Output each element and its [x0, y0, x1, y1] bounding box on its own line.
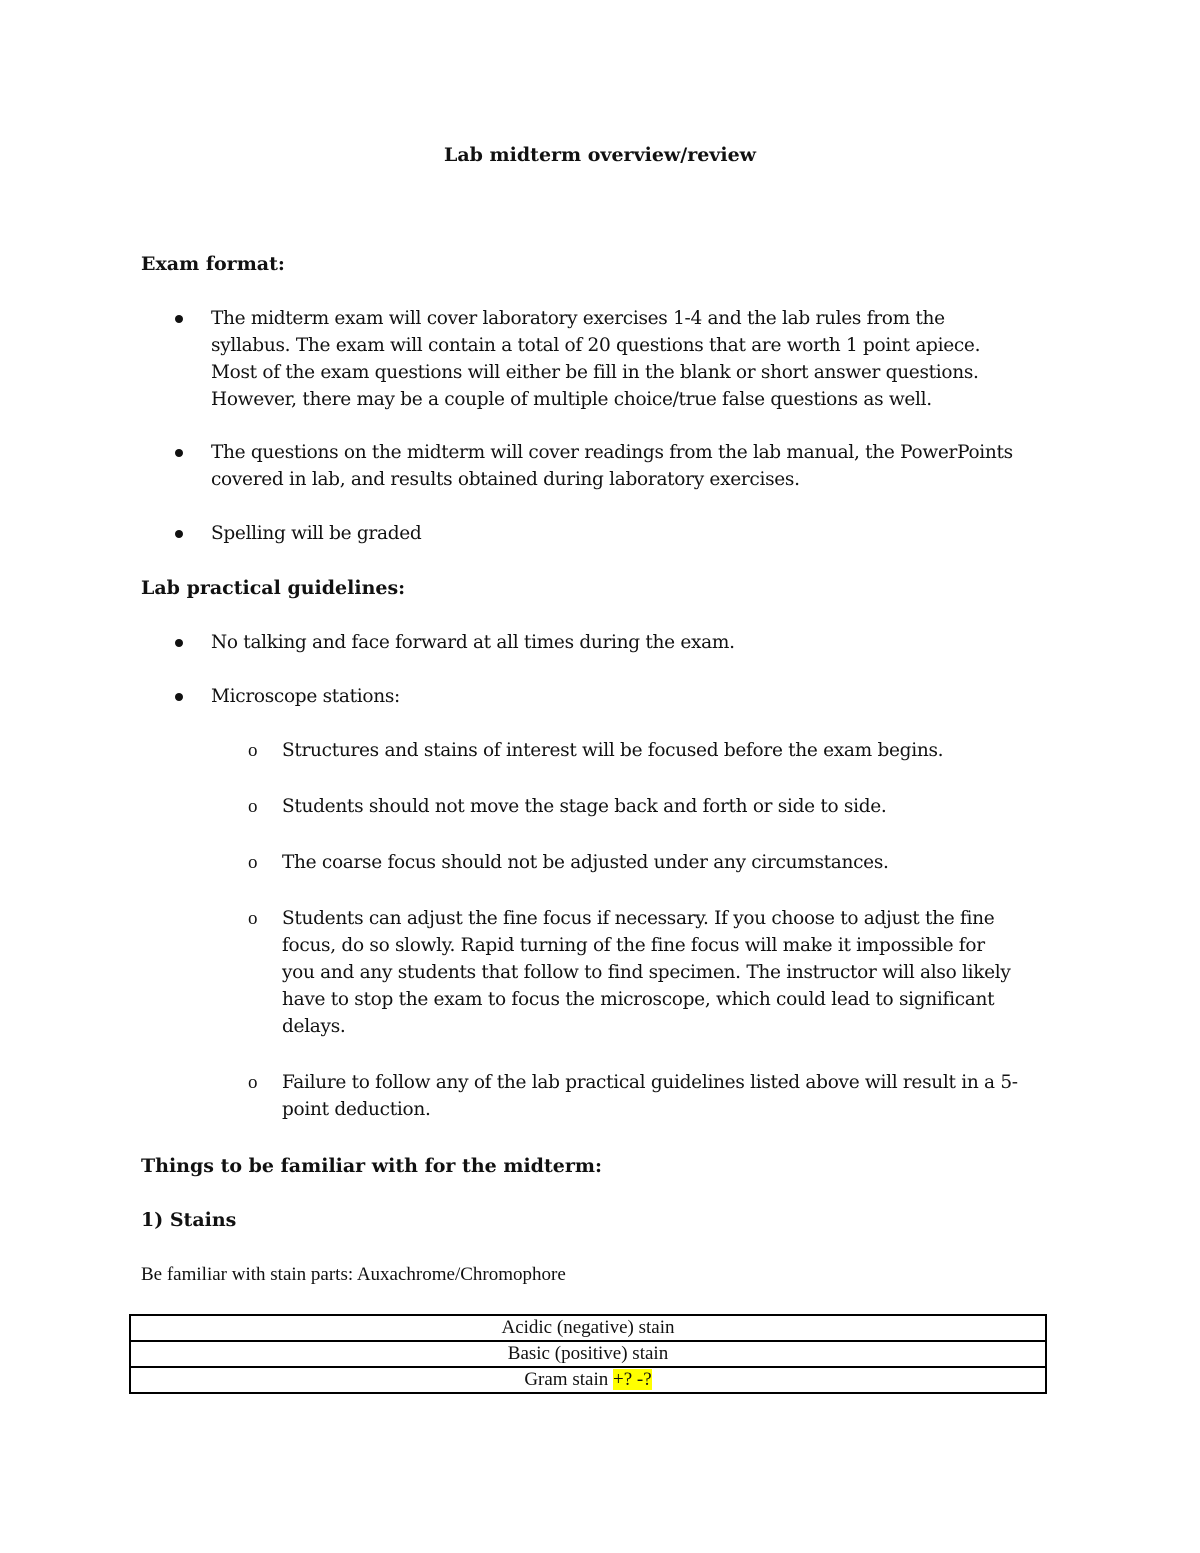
text-line: point deduction.	[282, 1099, 431, 1120]
lab-practical-bullet-1: No talking and face forward at all times during the exam.	[211, 632, 735, 653]
exam-format-bullet-3	[211, 520, 1071, 547]
text-line: Spelling will be graded	[211, 523, 422, 544]
table-cell	[130, 1341, 1046, 1367]
familiar-heading: Things to be familiar with for the midterm:	[141, 1155, 602, 1177]
table-cell	[130, 1367, 1046, 1393]
text-line: focus, do so slowly. Rapid turning of the fine focus will make it impossible for	[282, 935, 985, 956]
lab-practical-bullet-2: Microscope stations:	[211, 686, 400, 707]
bullet-icon	[175, 693, 183, 701]
text-line: The coarse focus should not be adjusted under any circumstances.	[282, 852, 889, 873]
text-line: syllabus. The exam will contain a total of 20 questions that are worth 1 point apiece.	[211, 335, 981, 356]
sub-item-5	[282, 1069, 1018, 1123]
cell-text: Basic (positive) stain	[507, 1343, 669, 1364]
cell-text: Acidic (negative) stain	[501, 1317, 675, 1338]
text-line: have to stop the exam to focus the microscope, which could lead to significant	[282, 989, 995, 1010]
text-line: covered in lab, and results obtained during laboratory exercises.	[211, 469, 800, 490]
table-row	[130, 1367, 1046, 1393]
bullet-icon	[175, 639, 183, 647]
sub-item-2	[282, 793, 887, 820]
sub-item-1	[282, 737, 943, 764]
text-line: Structures and stains of interest will be focused before the exam begins.	[282, 740, 944, 761]
table-row	[130, 1341, 1046, 1367]
exam-format-bullet-1	[211, 305, 1071, 413]
text-line: Most of the exam questions will either be fill in the blank or short answer questions.	[211, 362, 979, 383]
text-line: Failure to follow any of the lab practical guidelines listed above will result in a 5-	[282, 1072, 1018, 1093]
cell-text: Gram stain	[524, 1369, 613, 1390]
stains-section-heading: 1) Stains	[141, 1209, 237, 1231]
stain-table	[129, 1314, 1047, 1394]
stain-parts-intro: Be familiar with stain parts: Auxachrome/Chromophore	[141, 1264, 566, 1285]
highlighted-text: +? -?	[612, 1369, 652, 1390]
sub-bullet-icon: o	[248, 852, 258, 873]
table-row	[130, 1315, 1046, 1341]
sub-item-4	[282, 905, 1011, 1040]
text-line: However, there may be a couple of multiple choice/true false questions as well.	[211, 389, 932, 410]
sub-bullet-icon: o	[248, 1072, 258, 1093]
bullet-icon	[175, 315, 183, 323]
text-line: delays.	[282, 1016, 346, 1037]
exam-format-bullet-2	[211, 439, 1071, 493]
document-title: Lab midterm overview/review	[443, 144, 757, 166]
text-line: you and any students that follow to find specimen. The instructor will also likely	[282, 962, 1011, 983]
exam-format-heading: Exam format:	[141, 253, 285, 275]
table-cell	[130, 1315, 1046, 1341]
sub-bullet-icon: o	[248, 796, 258, 817]
sub-bullet-icon: o	[248, 740, 258, 761]
text-line: The questions on the midterm will cover readings from the lab manual, the PowerPoints	[211, 442, 1013, 463]
text-line: Students should not move the stage back and forth or side to side.	[282, 796, 887, 817]
bullet-icon	[175, 449, 183, 457]
text-line: The midterm exam will cover laboratory exercises 1-4 and the lab rules from the	[211, 308, 945, 329]
lab-practical-heading: Lab practical guidelines:	[141, 577, 406, 599]
bullet-icon	[175, 530, 183, 538]
sub-item-3	[282, 849, 889, 876]
sub-bullet-icon: o	[248, 908, 258, 929]
text-line: Students can adjust the fine focus if necessary. If you choose to adjust the fine	[282, 908, 995, 929]
